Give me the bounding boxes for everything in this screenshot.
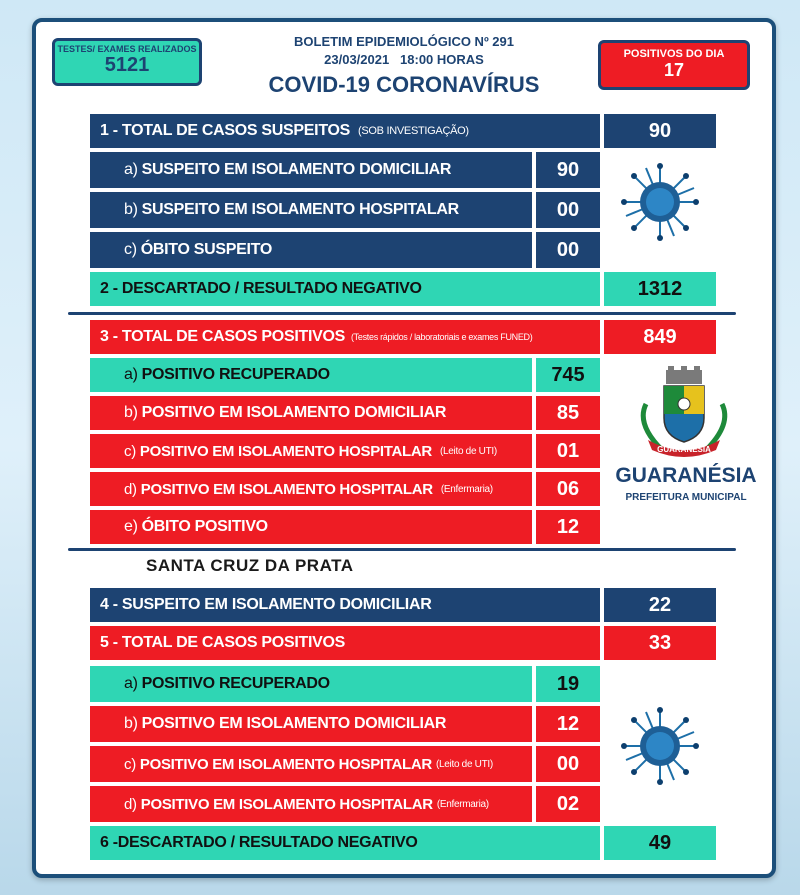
section5-row-a [90, 666, 532, 702]
row-label: ÓBITO SUSPEITO [140, 241, 272, 258]
separator [68, 548, 736, 551]
row-prefix: a) [124, 366, 138, 383]
row-label: POSITIVO EM ISOLAMENTO HOSPITALAR [139, 755, 432, 773]
separator [68, 312, 736, 315]
section5-title: 5 - TOTAL DE CASOS POSITIVOS [90, 626, 600, 660]
section3-total: 849 [604, 320, 716, 354]
row-label: POSITIVO EM ISOLAMENTO HOSPITALAR [139, 442, 432, 460]
section5-row-d-value: 02 [536, 786, 600, 822]
row-label: SUSPEITO EM ISOLAMENTO HOSPITALAR [141, 201, 459, 218]
positives-day-label: POSITIVOS DO DIA [623, 48, 725, 60]
row-prefix: a) [124, 161, 138, 178]
section3-row-e [90, 510, 532, 544]
row-prefix: a) [124, 675, 138, 692]
section3-row-c-value: 01 [536, 434, 600, 468]
section1-row-b [90, 192, 532, 228]
tests-value: 5121 [104, 54, 150, 76]
section1-row-c [90, 232, 532, 268]
bulletin-frame [32, 18, 776, 878]
row-prefix: e) [124, 518, 138, 535]
section5-row-d [90, 786, 532, 822]
section3-row-a-value: 745 [536, 358, 600, 392]
tests-label: TESTES/ EXAMES REALIZADOS [57, 44, 197, 54]
section3-note: (Testes rápidos / laboratoriais e exames FUNED) [350, 332, 533, 342]
row-prefix: b) [124, 404, 138, 421]
row-label: POSITIVO EM ISOLAMENTO DOMICILIAR [141, 715, 447, 732]
bulletin-number: BOLETIM EPIDEMIOLÓGICO Nº 291 [294, 34, 514, 49]
row-prefix: c) [124, 755, 136, 773]
row-prefix: d) [124, 480, 137, 498]
section1-title: 1 - TOTAL DE CASOS SUSPEITOS [100, 122, 351, 139]
section5-total: 33 [604, 626, 716, 660]
row-label: SUSPEITO EM ISOLAMENTO DOMICILIAR [141, 161, 452, 178]
section6-title: 6 -DESCARTADO / RESULTADO NEGATIVO [90, 826, 600, 860]
section6-value: 49 [604, 826, 716, 860]
section3-row-b-value: 85 [536, 396, 600, 430]
section1-row-a [90, 152, 532, 188]
section1-row-c-value: 00 [536, 232, 600, 268]
section5-row-c-value: 00 [536, 746, 600, 782]
section3-row-b [90, 396, 532, 430]
section3-row-c [90, 434, 532, 468]
section3-row-d-value: 06 [536, 472, 600, 506]
district-title: SANTA CRUZ DA PRATA [146, 556, 354, 575]
section5-row-b [90, 706, 532, 742]
row-note: (Leito de UTI) [435, 758, 493, 770]
section2-value: 1312 [604, 272, 716, 306]
row-prefix: c) [124, 442, 136, 460]
section3-row-e-value: 12 [536, 510, 600, 544]
section1-row-a-value: 90 [536, 152, 600, 188]
section4-title: 4 - SUSPEITO EM ISOLAMENTO DOMICILIAR [90, 588, 600, 622]
section3-title: 3 - TOTAL DE CASOS POSITIVOS [100, 328, 345, 345]
logo-name: GUARANÉSIA [615, 464, 757, 487]
section5-row-c [90, 746, 532, 782]
section1-row-b-value: 00 [536, 192, 600, 228]
row-label: POSITIVO EM ISOLAMENTO DOMICILIAR [141, 404, 447, 421]
positives-day-badge [598, 40, 750, 90]
row-prefix: b) [124, 715, 138, 732]
bulletin-datetime: 23/03/2021 18:00 HORAS [324, 52, 484, 67]
row-label: POSITIVO RECUPERADO [141, 675, 330, 692]
logo-subtitle: PREFEITURA MUNICIPAL [625, 492, 747, 503]
section5-row-a-value: 19 [536, 666, 600, 702]
section1-total: 90 [604, 114, 716, 148]
coat-of-arms-icon [632, 364, 736, 460]
section4-value: 22 [604, 588, 716, 622]
page-title: COVID-19 CORONAVÍRUS [268, 72, 540, 97]
row-prefix: c) [124, 241, 137, 258]
section3-row-d [90, 472, 532, 506]
virus-icon [620, 162, 700, 242]
section1-note: (SOB INVESTIGAÇÃO) [358, 125, 469, 137]
section1-title-row [90, 114, 600, 148]
row-note: (Enfermaria) [436, 798, 489, 810]
row-note: (Leito de UTI) [439, 445, 497, 457]
row-label: POSITIVO EM ISOLAMENTO HOSPITALAR [140, 795, 433, 813]
row-note: (Enfermaria) [440, 483, 493, 495]
section2-title: 2 - DESCARTADO / RESULTADO NEGATIVO [90, 272, 600, 306]
row-label: ÓBITO POSITIVO [141, 518, 268, 535]
section3-title-row [90, 320, 600, 354]
logo-banner: GUARANÉSIA [657, 445, 711, 454]
row-label: POSITIVO EM ISOLAMENTO HOSPITALAR [140, 480, 433, 498]
positives-day-value: 17 [663, 60, 685, 80]
section3-row-a [90, 358, 532, 392]
row-label: POSITIVO RECUPERADO [141, 366, 330, 383]
row-prefix: d) [124, 795, 137, 813]
section5-row-b-value: 12 [536, 706, 600, 742]
virus-icon [620, 706, 700, 786]
row-prefix: b) [124, 201, 138, 218]
